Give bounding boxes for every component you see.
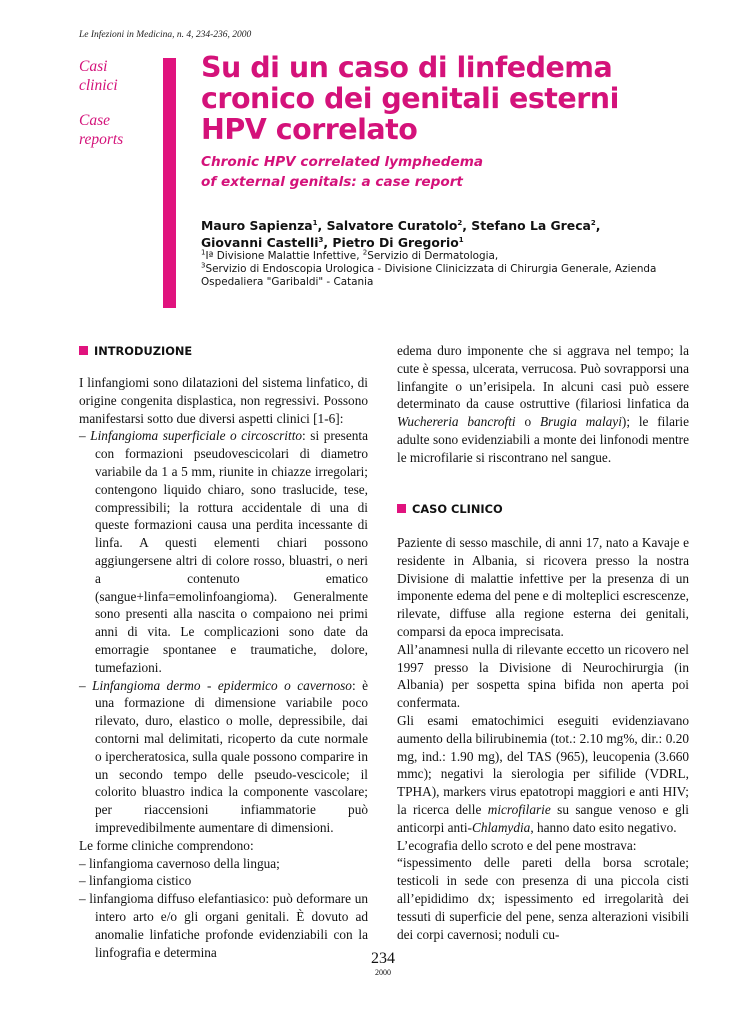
accent-bar [163,58,176,308]
separator: , [317,218,327,233]
separator: , [323,235,333,250]
list-item: – linfangioma cistico [79,873,192,889]
page-number [369,950,397,977]
section-heading-text: INTRODUZIONE [94,344,193,358]
label-line: clinici [79,77,118,94]
section-label-case-reports [79,111,123,149]
affiliation-ref: 2 [362,248,368,257]
definition: : è una formazione di dimensione variabile poco rilevato, duro, elastico o molle, depressibile, dai contorni mal delimitati, ricoperto da cute normale o ipercheratosica, sulla quale possono comparire in un secondo tempo delle pseudo-vescicole; il colorito bluastro indica la componente vascolare; per riaccensioni infiammatorie può imprevedibilmente aumentare di dimensioni. [95,677,368,835]
italic-term: Chlamydia [471,819,531,835]
affiliation-ref: 3 [201,261,206,270]
text: ); le filarie adulte sono evidenziabili a monte dei linfonodi mentre le microfilarie si riscontrano nel sangue. [397,414,689,465]
dash: – [79,428,91,444]
journal-header: Le Infezioni in Medicina, n. 4, 234-236, 2000 [79,30,252,40]
dash: – [79,677,93,693]
affiliation-ref: 3 [318,235,324,244]
paragraph: I linfangiomi sono dilatazioni del sistema linfatico, di origine congenita displastica, non regressivi. Possono manifestarsi sotto due diversi aspetti clinici [1-6]: [79,375,368,426]
section-heading-caso-clinico [397,502,503,516]
affiliation-ref: 1 [458,235,464,244]
species-name: Wuchereria bancrofti [397,414,516,430]
list-item [79,427,368,676]
affiliation-ref: 2 [457,218,463,227]
article-title [201,52,701,145]
square-bullet-icon [79,346,88,355]
list-item: – linfangioma cavernoso della lingua; [79,855,280,871]
subtitle-line: of external genitals: a case report [201,174,463,190]
author-name: Giovanni Castelli [201,235,319,250]
text: su sangue venoso e gli anticorpi anti- [397,801,689,835]
author-line [201,217,601,234]
separator: , [595,218,601,233]
text: , hanno dato esito negativo. [530,819,677,835]
term: Linfangioma dermo - epidermico o cavernoso [92,677,352,693]
affiliation-ref: 1 [201,248,206,257]
separator: , [462,218,472,233]
paragraph: Paziente di sesso maschile, di anni 17, nato a Kavaje e residente in Albania, si ricovera presso la nostra Divisione di malattie infettive per la presenza di un imponente edema del pene e di molteplici escrescenze, rilevate, diffuse alla regione esterna dei genitali, comparsi da epoca imprecisata. [397,535,689,639]
affiliation-line [201,250,701,263]
author-name: Mauro Sapienza [201,218,313,233]
affiliation-text: Servizio di Dermatologia, [367,250,499,262]
author-name: Stefano La Greca [471,218,591,233]
author-name: Salvatore Curatolo [326,218,458,233]
label-line: Case [79,112,110,129]
author-name: Pietro Di Gregorio [332,235,459,250]
section-label-casi-clinici [79,57,118,95]
affiliation-line [201,263,701,276]
paragraph [397,342,689,467]
affiliation-text: Iª Divisione Malattie Infettive, [205,250,363,262]
affiliation-text: Servizio di Endoscopia Urologica - Divisione Clinicizzata di Chirurgia Generale, Azienda [205,263,657,275]
page-year: 2000 [375,968,391,977]
author-line [201,234,601,251]
italic-term: microfilarie [487,801,551,817]
affiliations [201,250,701,289]
list-item [79,677,368,837]
paragraph [397,712,689,837]
text: o [515,414,540,430]
case-column [397,534,689,943]
text: edema duro imponente che si aggrava nel tempo; la cute è spessa, ulcerata, verrucosa. Può sovrapporsi una linfangite o un’erisipela. In alcuni casi può essere determinato da cause ostruttive (filariosi linfatica da [397,343,689,412]
affiliation-ref: 2 [590,218,596,227]
section-heading-text: CASO CLINICO [412,502,503,516]
text: Gli esami ematochimici eseguiti evidenziavano aumento della bilirubinemia (tot.: 2.10 mg%, dir.: 0.20 mg, ind.: 1.90 mg), del TAS (965), leucopenia (3.660 mmc); negativi la sierologia per sifilide (VDRL, TPHA), markers virus epatotropi maggiori e anti HIV; la ricerca delle [397,712,689,817]
definition: : si presenta con formazioni pseudovescicolari di diametro variabile da 1 a 5 mm, riunite in chiazze irregolari; contengono liquido chiaro, sono traslucide, tese, compressibili; la rottura accidentale di una di queste formazioni causa una perdita incessante di linfa. A questi elementi chiari possono aggiungersene altri di colore rosso, bluastri, o neri a contenuto ematico (sangue+linfa=emolinfoangioma). Generalmente sono presenti alla nascita o compaiono nei primi anni di vita. Le complicazioni sono date da emorragie spontanee e traumatiche, dolore, tumefazioni. [95,428,368,675]
paragraph: Le forme cliniche comprendono: [79,837,254,853]
section-heading-introduzione [79,344,192,358]
article-subtitle [201,152,483,192]
term: Linfangioma superficiale o circoscritto [90,428,303,444]
subtitle-line: Chronic HPV correlated lymphedema [201,154,484,170]
author-list [201,217,601,251]
intro-continuation [397,342,689,467]
square-bullet-icon [397,504,406,513]
affiliation-ref: 1 [312,218,318,227]
paragraph: L’ecografia dello scroto e del pene mostrava: [397,837,637,853]
title-line: Su di un caso di linfedema [201,51,613,84]
paragraph: All’anamnesi nulla di rilevante eccetto un ricovero nel 1997 presso la Divisione di Neurochirurgia (in Albania) per sospetta spina bifida non aperta poi confermata. [397,641,689,711]
title-line: cronico dei genitali esterni [201,82,619,115]
paragraph: “ispessimento delle pareti della borsa scrotale; testicoli in sede con presenza di una piccola cisti all’epididimo dx; ispessimento ed irregolarità dei tessuti di superficie del pene, senza alterazioni visibili dei corpi cavernosi; noduli cu- [397,855,689,942]
affiliation-line: Ospedaliera "Garibaldi" - Catania [201,276,374,288]
species-name: Brugia malayi [539,414,622,430]
list-item: – linfangioma diffuso elefantiasico: può deformare un intero arto e/o gli organi genitali. È dovuto ad anomalie linfatiche profonde evidenziabili con la linfografia e determina [79,891,368,960]
page-number-value: 234 [371,950,395,967]
label-line: Casi [79,58,108,75]
title-line: HPV correlato [201,113,418,146]
intro-column [79,374,368,961]
label-line: reports [79,131,124,148]
